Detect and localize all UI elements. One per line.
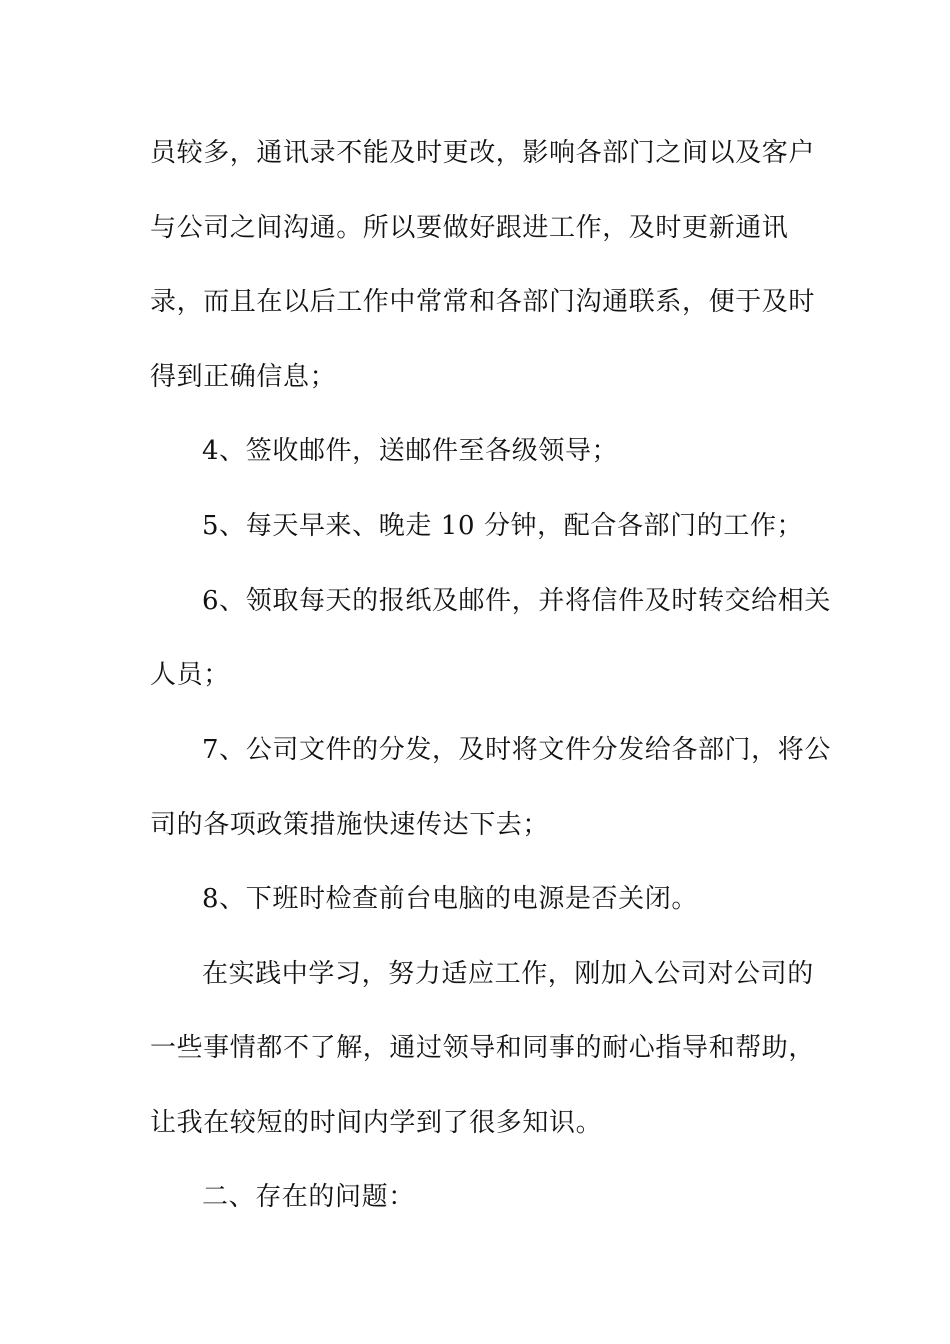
section-heading: 二、存在的问题： (202, 1182, 415, 1212)
paragraph-line: 一些事情都不了解，通过领导和同事的耐心指导和帮助， (150, 1033, 816, 1063)
text-line: 录，而且在以后工作中常常和各部门沟通联系，便于及时 (150, 287, 816, 317)
text-line: 司的各项政策措施快速传达下去； (150, 810, 550, 840)
list-item-7: 7、公司文件的分发，及时将文件分发给各部门，将公 (202, 735, 831, 765)
text-line: 与公司之间沟通。所以要做好跟进工作，及时更新通讯 (150, 213, 789, 243)
list-item-8: 8、下班时检查前台电脑的电源是否关闭。 (202, 884, 698, 914)
text-line: 人员； (150, 660, 230, 690)
text-line: 员较多，通讯录不能及时更改，影响各部门之间以及客户 (150, 138, 816, 168)
text-line: 得到正确信息； (150, 362, 337, 392)
list-item-5: 5、每天早来、晚走 10 分钟，配合各部门的工作； (202, 511, 804, 541)
list-item-6: 6、领取每天的报纸及邮件，并将信件及时转交给相关 (202, 586, 831, 616)
list-item-4: 4、签收邮件，送邮件至各级领导； (202, 436, 619, 466)
paragraph-line: 在实践中学习，努力适应工作，刚加入公司对公司的 (202, 959, 814, 989)
paragraph-line: 让我在较短的时间内学到了很多知识。 (150, 1108, 603, 1138)
